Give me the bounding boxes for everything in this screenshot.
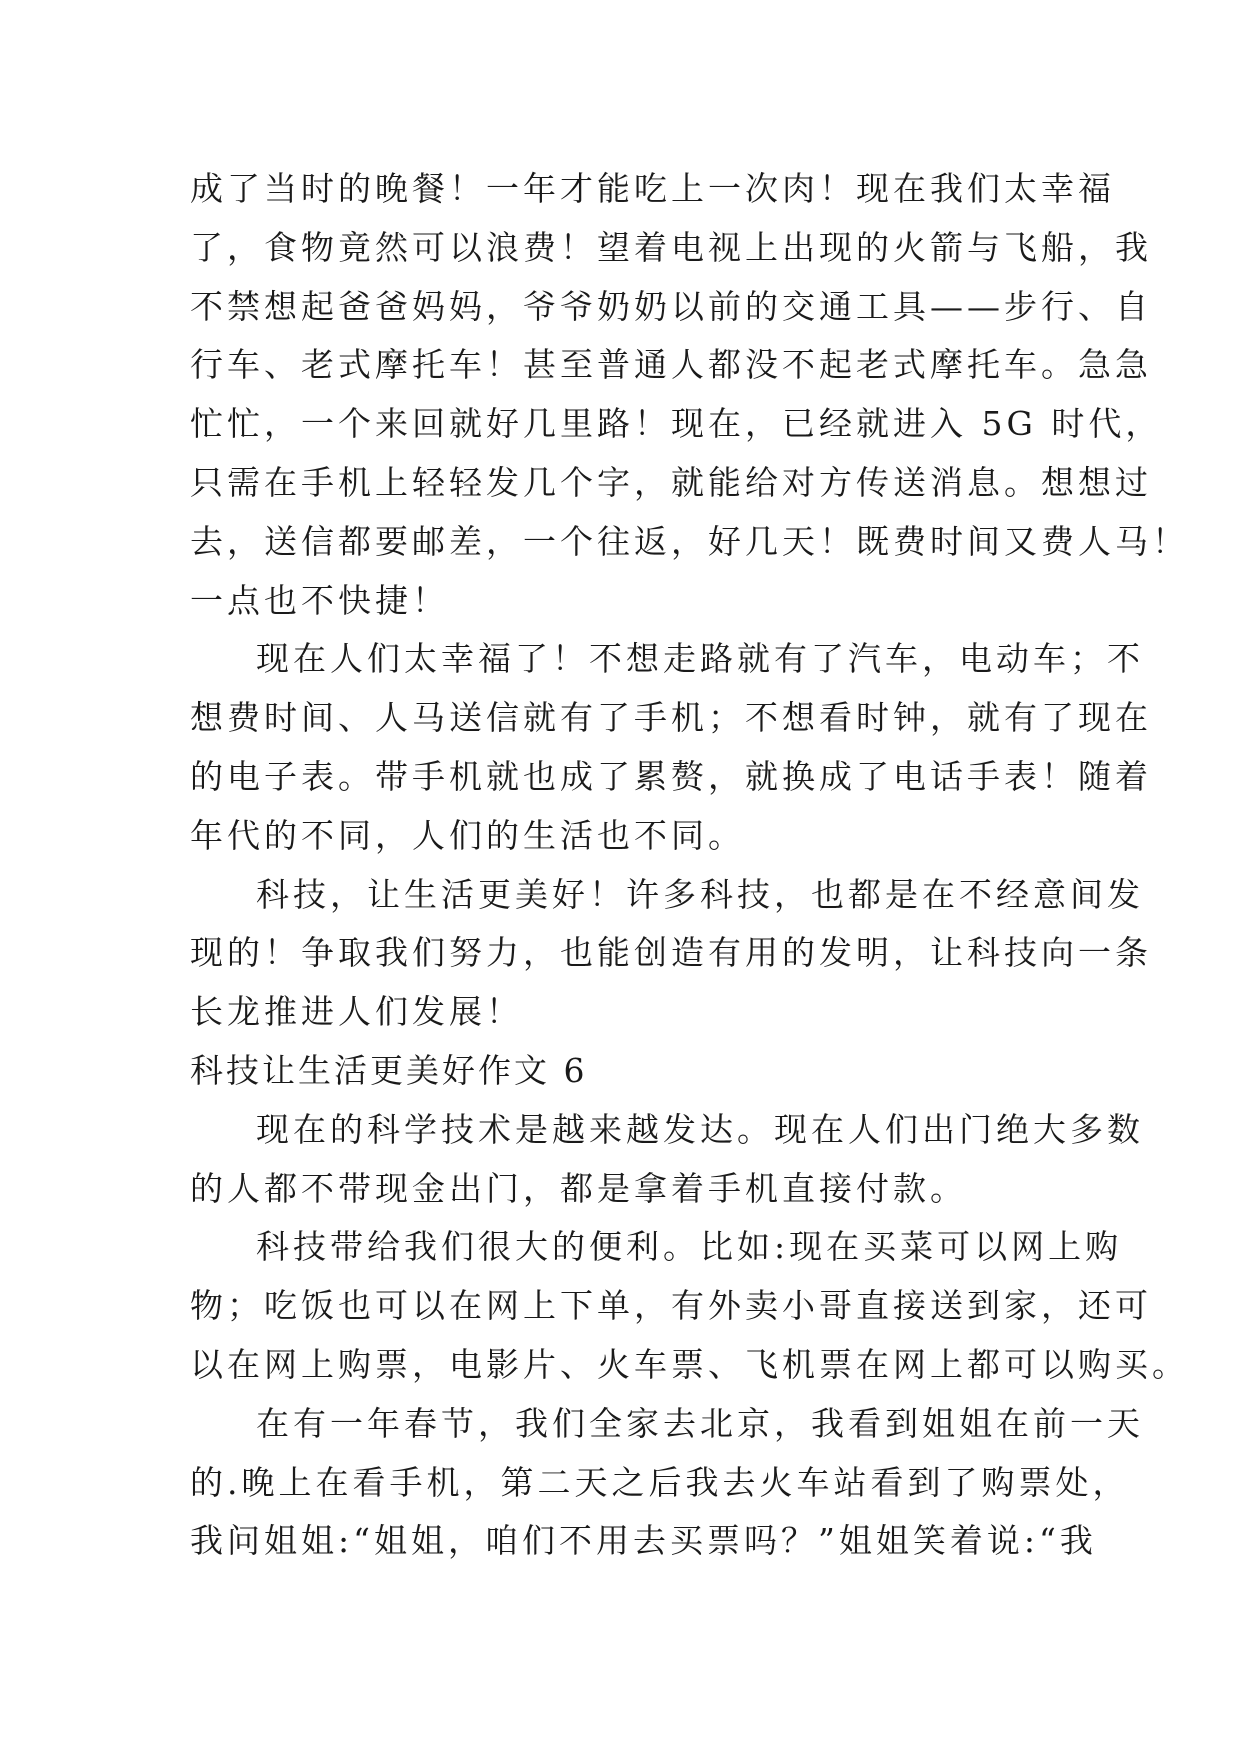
- text-line: 去，送信都要邮差，一个往返，好几天！既费时间又费人马！: [190, 521, 1189, 561]
- paragraph-start-line: 现在的科学技术是越来越发达。现在人们出门绝大多数: [256, 1109, 1144, 1149]
- text-line: 以在网上购票，电影片、火车票、飞机票在网上都可以购买。: [190, 1344, 1189, 1384]
- section-heading: 科技让生活更美好作文 6: [190, 1050, 588, 1090]
- text-line: 想费时间、人马送信就有了手机；不想看时钟，就有了现在: [190, 698, 1152, 738]
- text-line: 行车、老式摩托车！甚至普通人都没不起老式摩托车。急急: [190, 345, 1152, 385]
- article-body: [190, 160, 1189, 1571]
- text-line: 只需在手机上轻轻发几个字，就能给对方传送消息。想想过: [190, 462, 1152, 502]
- text-line: 我问姐姐:“姐姐，咱们不用去买票吗？”姐姐笑着说:“我: [190, 1521, 1097, 1561]
- text-line: 的.晚上在看手机，第二天之后我去火车站看到了购票处，: [190, 1462, 1130, 1502]
- text-line: 了，食物竟然可以浪费！望着电视上出现的火箭与飞船，我: [190, 227, 1152, 267]
- paragraph-start-line: 科技带给我们很大的便利。比如:现在买菜可以网上购: [256, 1227, 1123, 1267]
- text-line: 长龙推进人们发展！: [190, 992, 523, 1032]
- text-line: 的人都不带现金出门，都是拿着手机直接付款。: [190, 1168, 967, 1208]
- text-line: 忙忙，一个来回就好几里路！现在，已经就进入 5G 时代，: [190, 404, 1163, 444]
- text-line: 一点也不快捷！: [190, 580, 449, 620]
- paragraph-start-line: 科技，让生活更美好！许多科技，也都是在不经意间发: [256, 874, 1144, 914]
- text-line: 不禁想起爸爸妈妈，爷爷奶奶以前的交通工具——步行、自: [190, 286, 1152, 326]
- paragraph-start-line: 在有一年春节，我们全家去北京，我看到姐姐在前一天: [256, 1403, 1144, 1443]
- text-line: 现的！争取我们努力，也能创造有用的发明，让科技向一条: [190, 933, 1152, 973]
- text-line: 成了当时的晚餐！一年才能吃上一次肉！现在我们太幸福: [190, 169, 1115, 208]
- paragraph-start-line: 现在人们太幸福了！不想走路就有了汽车，电动车；不: [256, 639, 1144, 679]
- text-line: 年代的不同，人们的生活也不同。: [190, 815, 745, 855]
- text-line: 的电子表。带手机就也成了累赘，就换成了电话手表！随着: [190, 756, 1152, 796]
- text-line: 物；吃饭也可以在网上下单，有外卖小哥直接送到家，还可: [190, 1286, 1152, 1326]
